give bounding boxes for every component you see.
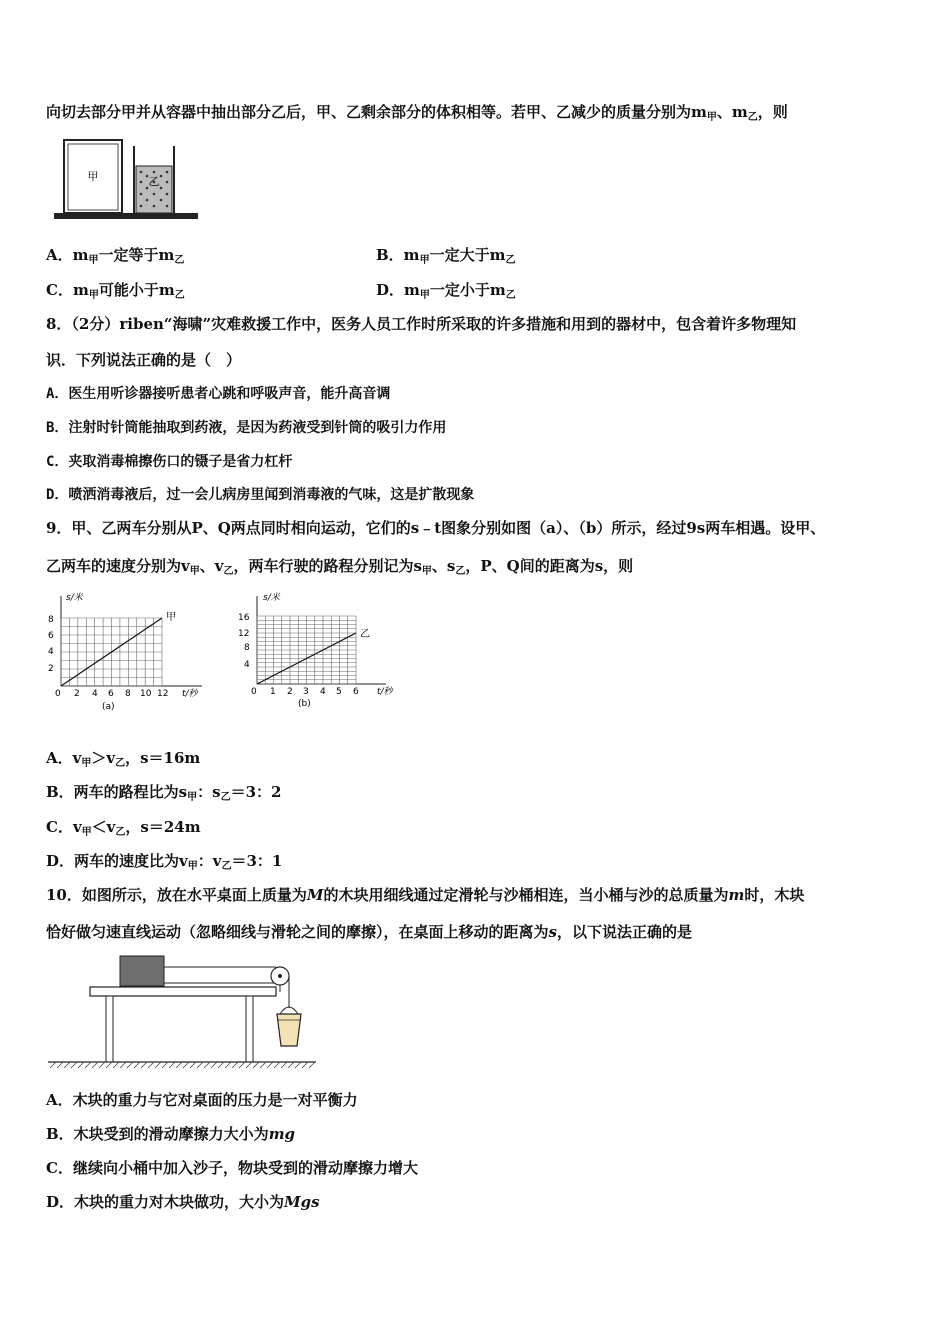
ground-hatch <box>141 1062 147 1068</box>
ground-hatch <box>120 1062 126 1068</box>
graph-b-series-label: 乙 <box>360 629 370 640</box>
ground-hatch <box>78 1062 84 1068</box>
wood-block <box>120 956 164 986</box>
graph-a-xtick: 6 <box>108 689 114 699</box>
q9-graph-b <box>236 588 411 713</box>
ground-hatch <box>169 1062 175 1068</box>
ground-hatch <box>162 1062 168 1068</box>
graph-b-ytick: 4 <box>244 660 250 670</box>
q10-stem-line1: 10．如图所示，放在水平桌面上质量为M的木块用细线通过定滑轮与沙桶相连，当小桶与沙的总质量为m时，木块 <box>46 886 805 904</box>
graph-a-ytick: 4 <box>48 647 54 657</box>
ground-hatch <box>92 1062 98 1068</box>
q9-option-d[interactable]: D．两车的速度比为$v_甲$：$v_乙=3$：1 <box>46 852 283 872</box>
ground-hatch <box>267 1062 273 1068</box>
ground-hatch <box>155 1062 161 1068</box>
q9-option-c[interactable]: C．$v_甲<v_乙$，s＝24m <box>46 818 201 838</box>
q8-option-c[interactable]: C．夹取消毒棉擦伤口的镊子是省力杠杆 <box>46 454 293 470</box>
ground-hatch <box>204 1062 210 1068</box>
graph-a-ytick: 8 <box>48 615 54 625</box>
q9-stem-line2: 乙两车的速度分别为$v_甲$、$v_乙$，两车行驶的路程分别记为$s_甲$、$s_乙$，P、Q间的距离为s，则 <box>46 557 634 577</box>
ground-hatch <box>260 1062 266 1068</box>
graph-b-xtick: 1 <box>270 687 276 697</box>
graph-b-xtick: 5 <box>336 687 342 697</box>
graph-b-caption: (b) <box>298 699 311 709</box>
ground-hatch <box>64 1062 70 1068</box>
ground-hatch <box>225 1062 231 1068</box>
ground-hatch <box>309 1062 315 1068</box>
graph-b-xlabel: t/秒 <box>377 687 393 697</box>
ground-hatch <box>134 1062 140 1068</box>
ground-hatch <box>218 1062 224 1068</box>
ground-hatch <box>99 1062 105 1068</box>
graph-a-xticks <box>55 689 168 699</box>
ground-hatch <box>183 1062 189 1068</box>
ground-hatch <box>232 1062 238 1068</box>
q7-option-a[interactable]: A．$m_甲$一定等于$m_乙$ <box>46 246 185 266</box>
graph-b-xtick: 0 <box>251 687 257 697</box>
q7-fig-label-left: 甲 <box>87 170 99 183</box>
ground-hatch <box>127 1062 133 1068</box>
graph-a-series-label: 甲 <box>166 612 176 623</box>
ground-hatch <box>253 1062 259 1068</box>
graph-a-xlabel: t/秒 <box>182 689 198 699</box>
ground-hatch <box>288 1062 294 1068</box>
graph-b-xtick: 3 <box>303 687 309 697</box>
graph-a-ylabel: s/米 <box>66 593 83 603</box>
ground-hatch <box>190 1062 196 1068</box>
q9-graph-a <box>44 588 219 713</box>
q10-option-a[interactable]: A．木块的重力与它对桌面的压力是一对平衡力 <box>46 1091 358 1109</box>
q9-stem-line1: 9．甲、乙两车分别从P、Q两点同时相向运动，它们的s﹣t图象分别如图（a）、（b）所示，经过9s两车相遇。设甲、 <box>46 519 826 537</box>
q7-option-d[interactable]: D．$m_甲$一定小于$m_乙$ <box>376 281 516 301</box>
sand-bucket <box>277 1014 301 1046</box>
graph-b-xtick: 4 <box>320 687 326 697</box>
q7-figure <box>52 136 202 224</box>
ground-hatch <box>176 1062 182 1068</box>
graph-b-xticks <box>251 687 359 697</box>
ground-hatch <box>57 1062 63 1068</box>
graph-a-xtick: 12 <box>157 689 169 699</box>
graph-b-ylabel: s/米 <box>263 593 280 603</box>
q10-stem-line2: 恰好做匀速直线运动（忽略细线与滑轮之间的摩擦），在桌面上移动的距离为s，以下说法正确的是 <box>46 923 692 941</box>
q10-option-d[interactable]: D．木块的重力对木块做功，大小为Mgs <box>46 1193 320 1211</box>
q8-option-a[interactable]: A．医生用听诊器接听患者心跳和呼吸声音，能升高音调 <box>46 386 391 402</box>
table-leg-left <box>106 996 113 1062</box>
table-leg-right <box>246 996 253 1062</box>
q8-option-b[interactable]: B．注射时针筒能抽取到药液，是因为药液受到针筒的吸引力作用 <box>46 420 447 436</box>
ground-hatch <box>281 1062 287 1068</box>
q10-option-b[interactable]: B．木块受到的滑动摩擦力大小为mg <box>46 1125 296 1143</box>
graph-a-caption: (a) <box>102 702 115 712</box>
q9-option-b[interactable]: B．两车的路程比为$s_甲$：$s_乙=3$：2 <box>46 783 282 803</box>
ground-hatch <box>71 1062 77 1068</box>
q8-stem-line2: 识．下列说法正确的是（ ） <box>46 351 242 369</box>
graph-b-yticks <box>238 613 250 670</box>
ground-hatch <box>85 1062 91 1068</box>
ground-hatch <box>239 1062 245 1068</box>
ground-hatch <box>197 1062 203 1068</box>
graph-a-xtick: 8 <box>125 689 131 699</box>
graph-a-ytick: 2 <box>48 664 54 674</box>
ground-hatch <box>113 1062 119 1068</box>
q10-option-c[interactable]: C．继续向小桶中加入沙子，物块受到的滑动摩擦力增大 <box>46 1159 418 1177</box>
q7-option-b[interactable]: B．$m_甲$一定大于$m_乙$ <box>376 246 516 266</box>
q8-stem-line1: 8．（2分）riben“海啸”灾难救援工作中，医务人员工作时所采取的许多措施和用到的器材中，包含着许多物理知 <box>46 315 797 333</box>
q7-option-c[interactable]: C．$m_甲$可能小于$m_乙$ <box>46 281 185 301</box>
ground-hatch <box>148 1062 154 1068</box>
graph-b-ytick: 8 <box>244 643 250 653</box>
graph-a-yticks <box>48 615 54 674</box>
graph-b-ytick: 16 <box>238 613 250 623</box>
graph-a-ytick: 6 <box>48 631 54 641</box>
graph-a-xtick: 0 <box>55 689 61 699</box>
ground-hatch <box>50 1062 56 1068</box>
ground-hatch <box>246 1062 252 1068</box>
ground-hatch <box>295 1062 301 1068</box>
graph-a-xtick: 10 <box>140 689 152 699</box>
q7-fig-label-right: 乙 <box>148 175 160 188</box>
q10-figure <box>44 950 324 1078</box>
graph-b-xtick: 6 <box>353 687 359 697</box>
ground-hatch <box>302 1062 308 1068</box>
graph-b-xtick: 2 <box>287 687 293 697</box>
graph-a-xtick: 2 <box>74 689 80 699</box>
ground-hatch <box>106 1062 112 1068</box>
q9-option-a[interactable]: A．$v_甲>v_乙$，s＝16m <box>46 749 201 769</box>
q7-stem: 向切去部分甲并从容器中抽出部分乙后，甲、乙剩余部分的体积相等。若甲、乙减少的质量分别为$m_甲$、$m_乙$，则 <box>46 103 788 123</box>
ground-hatch <box>211 1062 217 1068</box>
table-top <box>90 987 276 996</box>
ground-hatch <box>274 1062 280 1068</box>
graph-a-xtick: 4 <box>92 689 98 699</box>
q8-option-d[interactable]: D．喷洒消毒液后，过一会儿病房里闻到消毒液的气味，这是扩散现象 <box>46 487 475 503</box>
graph-b-ytick: 12 <box>238 629 250 639</box>
